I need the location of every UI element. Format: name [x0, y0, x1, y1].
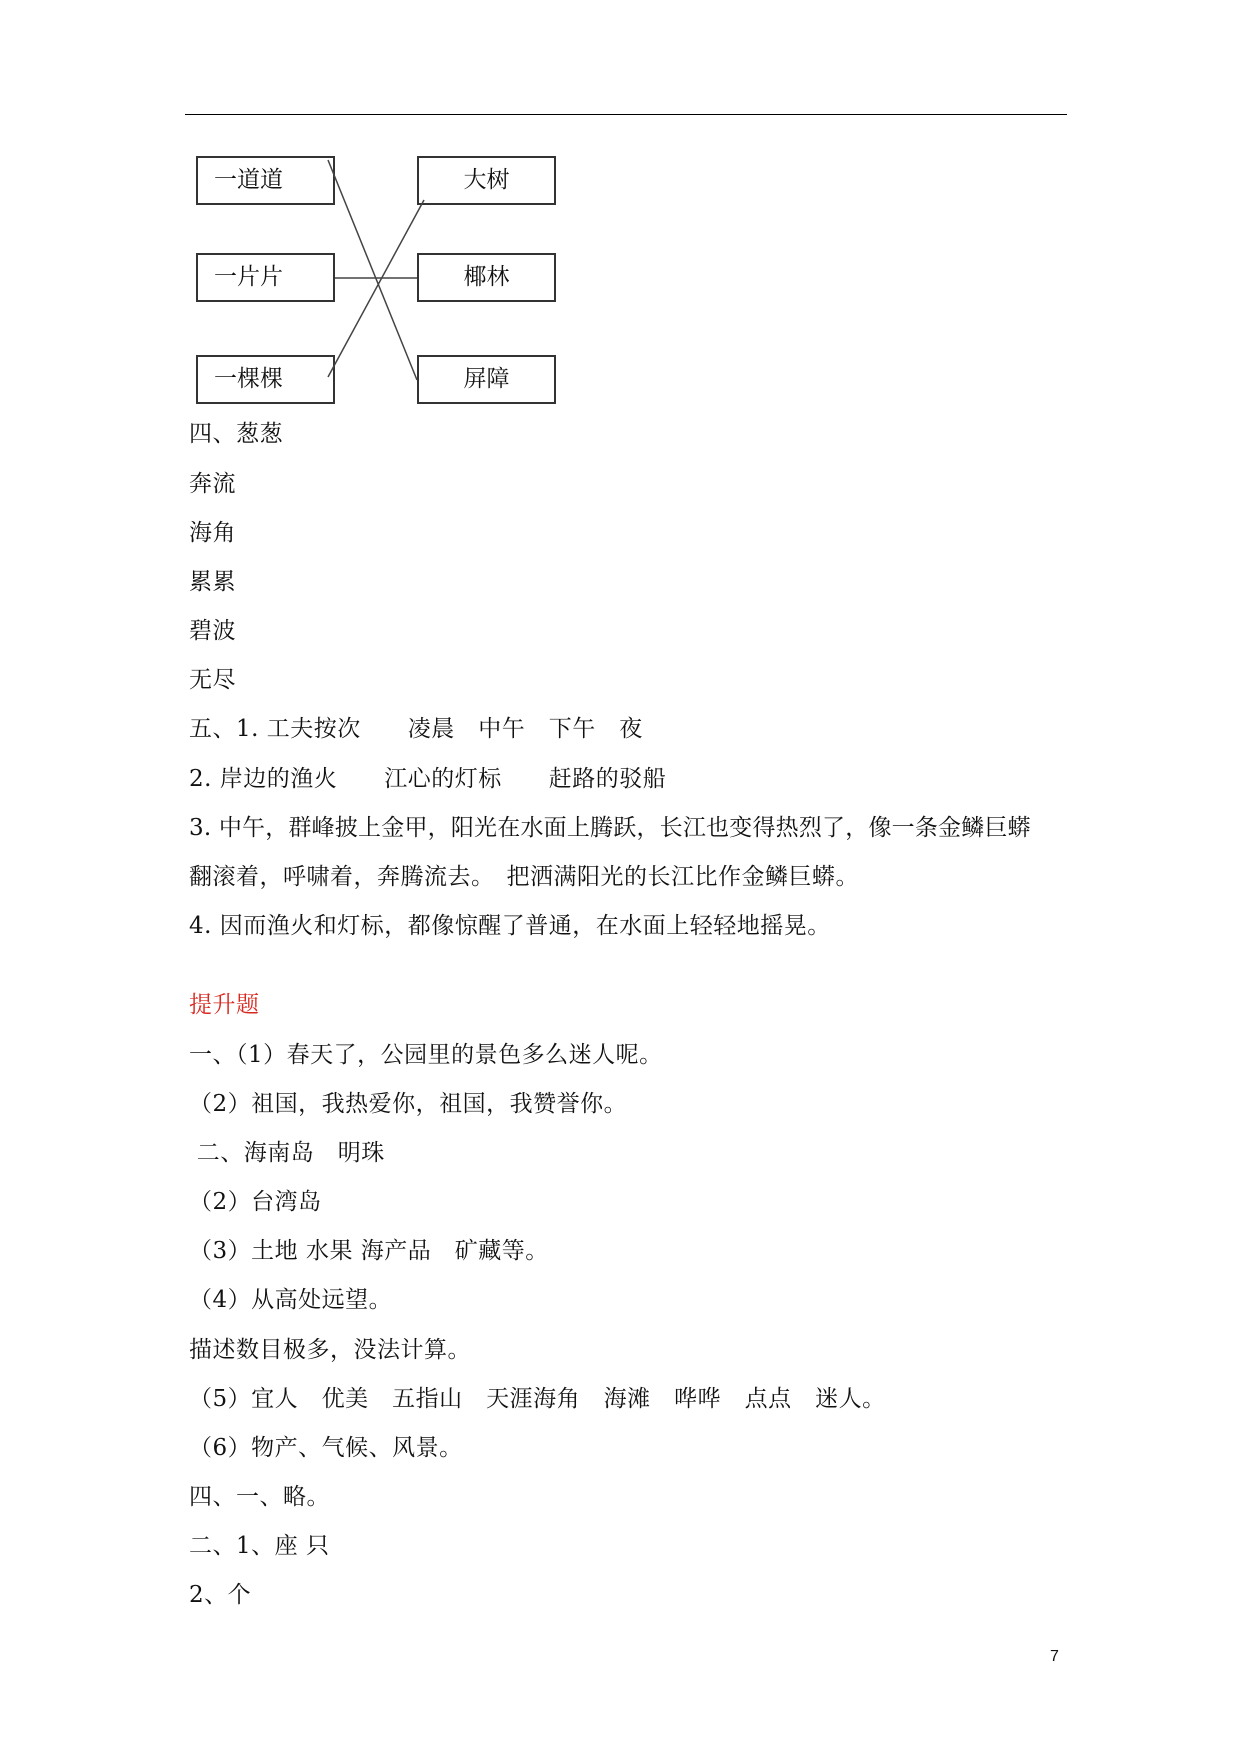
answer-line: 一、（1）春天了，公园里的景色多么迷人呢。	[189, 1042, 663, 1068]
answer-line: （5）宜人 优美 五指山 天涯海角 海滩 哗哗 点点 迷人。	[189, 1386, 886, 1412]
answer-line: 描述数目极多，没法计算。	[189, 1337, 471, 1363]
match-left-2: 一片片	[196, 253, 335, 302]
match-left-3: 一棵棵	[196, 355, 335, 404]
answer-line: 累累	[189, 569, 236, 595]
answer-line: （2）祖国，我热爱你，祖国，我赞誉你。	[189, 1091, 628, 1117]
answer-line: 碧波	[189, 618, 236, 644]
answer-line: 四、葱葱	[189, 421, 283, 447]
answer-line: 海角	[189, 520, 236, 546]
match-left-1: 一道道	[196, 156, 335, 205]
answer-line: （3）土地 水果 海产品 矿藏等。	[189, 1238, 549, 1264]
answer-line: 四、一、略。	[189, 1484, 330, 1510]
match-right-1: 大树	[417, 156, 556, 205]
answer-line: 2. 岸边的渔火 江心的灯标 赶路的驳船	[189, 766, 667, 792]
answer-line: 2、个	[189, 1582, 252, 1608]
answer-line: 无尽	[189, 667, 236, 693]
answer-line: 二、海南岛 明珠	[189, 1140, 385, 1166]
answer-line: （4）从高处远望。	[189, 1287, 393, 1313]
answer-line: 二、1、座 只	[189, 1533, 330, 1559]
answer-line: 奔流	[189, 471, 236, 497]
match-right-3: 屏障	[417, 355, 556, 404]
section-heading: 提升题	[189, 992, 260, 1018]
match-line-1	[328, 160, 417, 380]
answer-line: （6）物产、气候、风景。	[189, 1435, 463, 1461]
match-line-3	[328, 200, 424, 377]
answer-line: 五、1. 工夫按次 凌晨 中午 下午 夜	[189, 716, 643, 742]
answer-line: （2）台湾岛	[189, 1189, 322, 1215]
answer-line: 4. 因而渔火和灯标，都像惊醒了普通，在水面上轻轻地摇晃。	[189, 913, 831, 939]
match-right-2: 椰林	[417, 253, 556, 302]
answer-line: 3. 中午，群峰披上金甲，阳光在水面上腾跃，长江也变得热烈了，像一条金鳞巨蟒	[189, 815, 1031, 841]
page-number: 7	[1050, 1648, 1059, 1665]
answer-line: 翻滚着，呼啸着，奔腾流去。 把洒满阳光的长江比作金鳞巨蟒。	[189, 864, 859, 890]
